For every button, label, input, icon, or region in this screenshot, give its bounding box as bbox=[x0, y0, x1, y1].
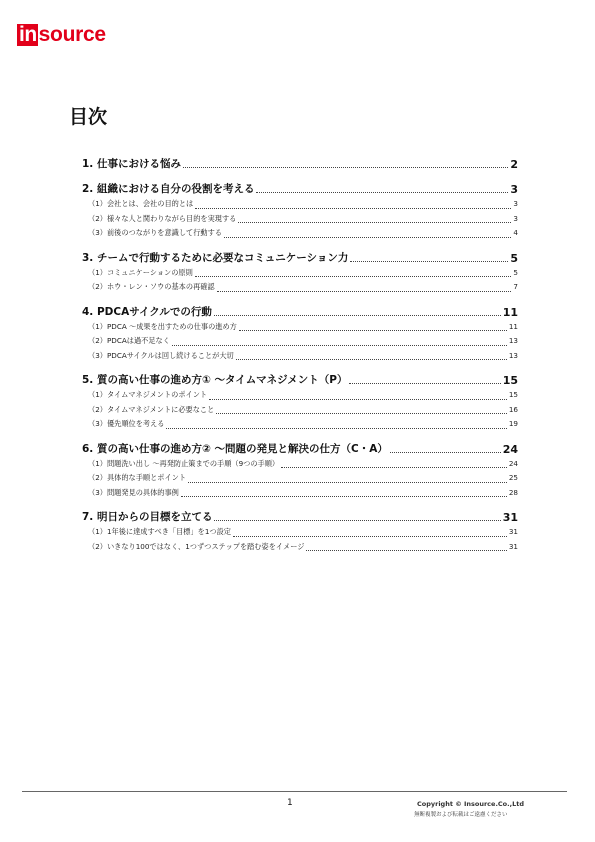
toc-section-entry[interactable] bbox=[82, 540, 518, 555]
toc-entry-page: 13 bbox=[508, 336, 518, 345]
footer-divider bbox=[22, 791, 567, 792]
dot-leader bbox=[390, 452, 501, 453]
dot-leader bbox=[195, 208, 511, 209]
toc-section-entry[interactable] bbox=[82, 266, 518, 281]
toc-section-entry[interactable] bbox=[82, 226, 518, 241]
toc-entry-label: （2）PDCAは過不足なく bbox=[88, 336, 170, 345]
toc-entry-page: 31 bbox=[502, 511, 518, 524]
copyright-text: Copyright © Insource.Co.,Ltd bbox=[417, 800, 524, 808]
toc-section-entry[interactable] bbox=[82, 280, 518, 295]
dot-leader bbox=[166, 428, 506, 429]
dot-leader bbox=[281, 467, 507, 468]
dot-leader bbox=[195, 276, 512, 277]
toc-entry-page: 16 bbox=[508, 404, 518, 414]
insource-logo bbox=[17, 24, 106, 46]
toc-entry-label: （1）PDCA ～成果を出すための仕事の進め方 bbox=[88, 321, 237, 331]
toc-entry-page: 3 bbox=[513, 213, 518, 223]
dot-leader bbox=[214, 520, 500, 521]
toc-entry-label: 2. 組織における自分の役割を考える bbox=[82, 183, 255, 195]
dot-leader bbox=[239, 330, 507, 331]
logo-in-text: in bbox=[19, 23, 37, 46]
toc-entry-page: 28 bbox=[508, 487, 518, 497]
toc-entry-page: 5 bbox=[510, 251, 518, 265]
toc-entry-label: 5. 質の高い仕事の進め方① ～タイムマネジメント（P） bbox=[82, 374, 348, 386]
dot-leader bbox=[256, 192, 508, 193]
dot-leader bbox=[188, 482, 507, 483]
toc-entry-page: 7 bbox=[513, 282, 518, 291]
toc-entry-page: 3 bbox=[510, 183, 518, 196]
toc-chapter-entry[interactable] bbox=[82, 373, 518, 388]
dot-leader bbox=[350, 261, 508, 262]
toc-entry-page: 24 bbox=[508, 458, 518, 468]
toc-entry-page: 15 bbox=[502, 374, 518, 387]
toc-entry-label: （1）コミュニケーションの原則 bbox=[88, 267, 193, 277]
toc-entry-label: （1）1年後に達成すべき「目標」を1つ設定 bbox=[88, 527, 231, 536]
toc-entry-label: （3）問題発見の具体的事例 bbox=[88, 487, 179, 497]
toc-section-entry[interactable] bbox=[82, 457, 518, 472]
page-title: 目次 bbox=[69, 106, 108, 128]
toc-section-entry[interactable] bbox=[82, 212, 518, 227]
toc-section-entry[interactable] bbox=[82, 197, 518, 212]
toc-entry-label: （2）ホウ・レン・ソウの基本の再確認 bbox=[88, 282, 215, 291]
toc-entry-label: （1）タイムマネジメントのポイント bbox=[88, 390, 208, 399]
dot-leader bbox=[214, 315, 501, 316]
toc-entry-page: 5 bbox=[513, 267, 518, 277]
toc-chapter-entry[interactable] bbox=[82, 157, 518, 172]
toc-section-entry[interactable] bbox=[82, 349, 518, 364]
table-of-contents bbox=[82, 157, 518, 554]
reproduction-notice: 無断複製および転載はご遠慮ください bbox=[414, 812, 508, 818]
toc-entry-label: （1）問題洗い出し ～再発防止策までの手順（9つの手順） bbox=[88, 458, 280, 468]
toc-chapter-entry[interactable] bbox=[82, 442, 518, 457]
dot-leader bbox=[224, 237, 511, 238]
toc-entry-page: 25 bbox=[508, 473, 518, 482]
toc-entry-label: 4. PDCAサイクルでの行動 bbox=[82, 305, 212, 318]
dot-leader bbox=[216, 413, 507, 414]
page-number: 1 bbox=[287, 798, 293, 808]
toc-section-entry[interactable] bbox=[82, 403, 518, 418]
toc-entry-page: 4 bbox=[513, 228, 518, 237]
toc-entry-label: （2）様々な人と関わりながら目的を実現する bbox=[88, 213, 237, 223]
toc-chapter-entry[interactable] bbox=[82, 251, 518, 266]
dot-leader bbox=[172, 345, 507, 346]
toc-entry-label: 3. チームで行動するために必要なコミュニケーション力 bbox=[82, 251, 349, 264]
toc-entry-label: （3）PDCAサイクルは回し続けることが大切 bbox=[88, 350, 234, 360]
toc-entry-page: 11 bbox=[502, 305, 518, 319]
toc-section-entry[interactable] bbox=[82, 486, 518, 501]
logo-source-text: source bbox=[38, 23, 106, 46]
dot-leader bbox=[217, 291, 512, 292]
toc-entry-label: （2）いきなり100ではなく、1つずつステップを踏む姿をイメージ bbox=[88, 541, 305, 551]
dot-leader bbox=[181, 496, 507, 497]
toc-section-entry[interactable] bbox=[82, 334, 518, 349]
toc-entry-page: 3 bbox=[513, 199, 518, 208]
toc-entry-page: 19 bbox=[508, 419, 518, 428]
toc-entry-page: 11 bbox=[508, 321, 518, 331]
dot-leader bbox=[306, 550, 506, 551]
dot-leader bbox=[233, 536, 507, 537]
dot-leader bbox=[238, 222, 511, 223]
toc-chapter-entry[interactable] bbox=[82, 182, 518, 197]
toc-section-entry[interactable] bbox=[82, 525, 518, 540]
toc-entry-label: （2）タイムマネジメントに必要なこと bbox=[88, 404, 215, 414]
toc-entry-label: 1. 仕事における悩み bbox=[82, 158, 181, 170]
toc-entry-page: 2 bbox=[510, 158, 518, 171]
toc-entry-page: 31 bbox=[508, 527, 518, 536]
toc-section-entry[interactable] bbox=[82, 320, 518, 335]
toc-entry-label: 6. 質の高い仕事の進め方② ～問題の発見と解決の仕方（C・A） bbox=[82, 442, 388, 455]
toc-section-entry[interactable] bbox=[82, 471, 518, 486]
toc-section-entry[interactable] bbox=[82, 388, 518, 403]
toc-entry-label: （2）具体的な手順とポイント bbox=[88, 473, 187, 482]
toc-entry-label: 7. 明日からの目標を立てる bbox=[82, 511, 213, 523]
dot-leader bbox=[209, 399, 507, 400]
toc-entry-page: 31 bbox=[508, 541, 518, 551]
dot-leader bbox=[236, 359, 507, 360]
toc-entry-label: （3）前後のつながりを意識して行動する bbox=[88, 228, 222, 237]
toc-entry-label: （1）会社とは、会社の目的とは bbox=[88, 199, 194, 208]
toc-entry-page: 13 bbox=[508, 350, 518, 360]
dot-leader bbox=[183, 167, 508, 168]
toc-section-entry[interactable] bbox=[82, 417, 518, 432]
toc-chapter-entry[interactable] bbox=[82, 510, 518, 525]
toc-entry-page: 15 bbox=[508, 390, 518, 399]
toc-chapter-entry[interactable] bbox=[82, 305, 518, 320]
toc-entry-label: （3）優先順位を考える bbox=[88, 419, 165, 428]
toc-entry-page: 24 bbox=[502, 442, 518, 456]
dot-leader bbox=[349, 383, 500, 384]
